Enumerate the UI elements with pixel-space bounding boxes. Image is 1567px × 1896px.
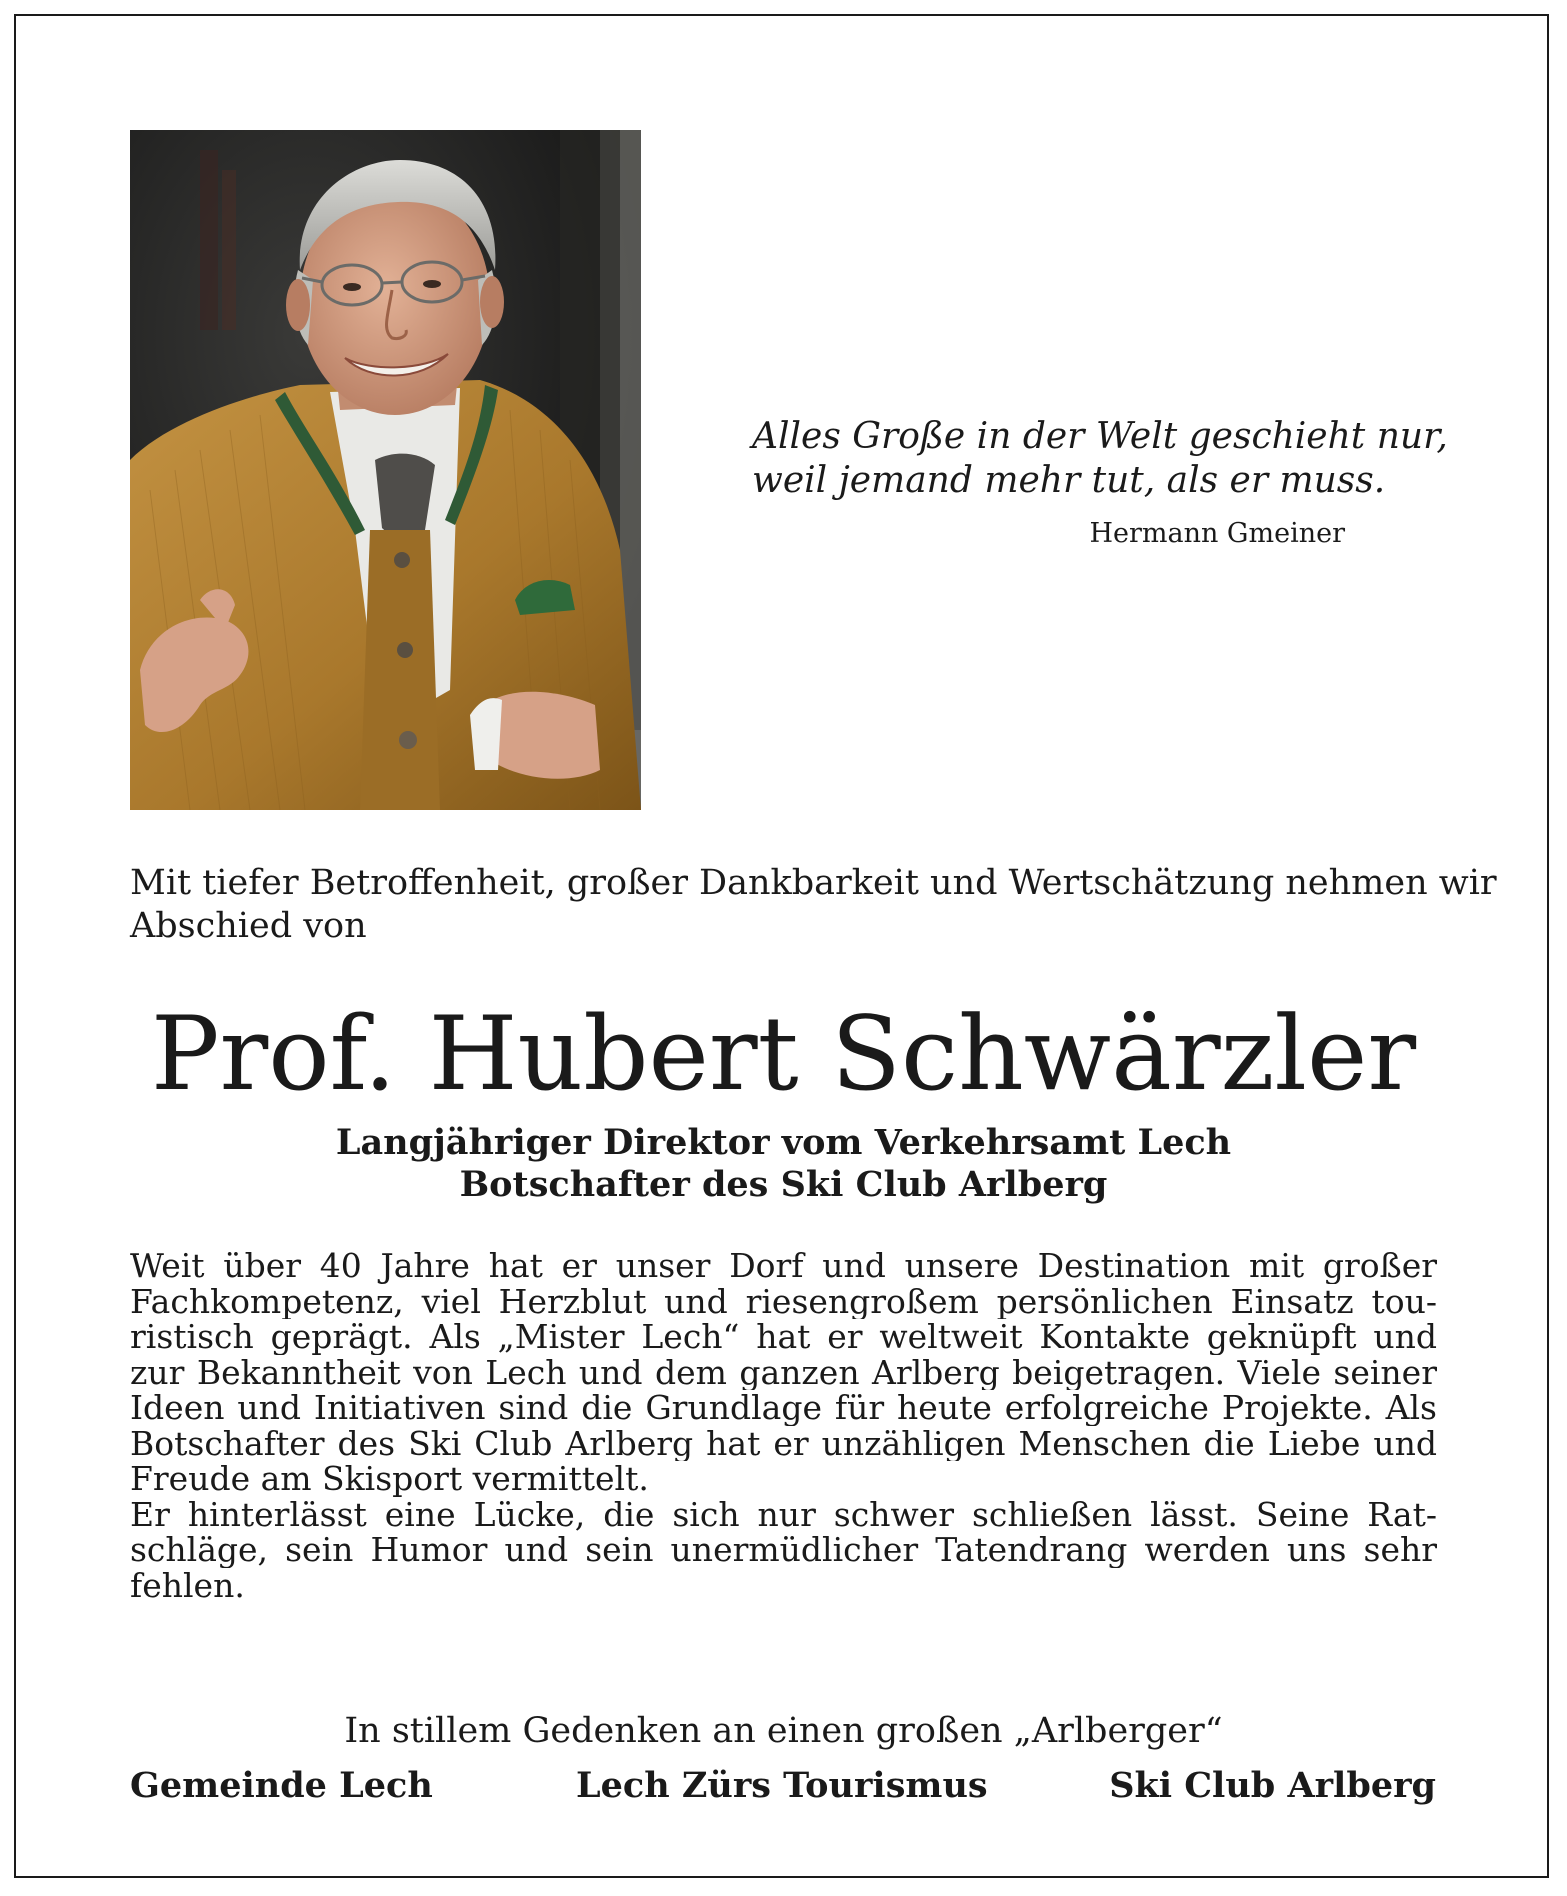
- subtitle-title: Botschafter des Ski Club Arlberg: [459, 1164, 1108, 1205]
- subtitle-title: Langjähriger Direktor vom Verkehrsamt Lech: [335, 1122, 1232, 1163]
- tribute-line: Freude am Skisport vermittelt.: [130, 1461, 649, 1497]
- signer-gemeinde-lech: Gemeinde Lech: [130, 1765, 433, 1806]
- tribute-line: Botschafter des Ski Club Arlberg hat er unzähligen Menschen die Liebe und: [130, 1425, 1437, 1461]
- tribute-line: fehlen.: [130, 1567, 245, 1603]
- intro-line: Abschied von: [130, 906, 367, 946]
- signers-row: [130, 1764, 1436, 1808]
- quote-author: Hermann Gmeiner: [1089, 518, 1345, 549]
- tribute-line: zur Bekanntheit von Lech und dem ganzen Arlberg beigetragen. Viele seiner: [130, 1354, 1437, 1390]
- quote: [752, 415, 1448, 503]
- signer-ski-club-arlberg: Ski Club Arlberg: [1109, 1765, 1436, 1806]
- tribute-line: Ideen und Initiativen sind die Grundlage für heute erfolgreiche Projekte. Als: [130, 1390, 1437, 1426]
- tribute-line: Fachkompetenz, viel Herzblut und riesengroßem persönlichen Einsatz tou-: [130, 1283, 1437, 1319]
- closing-line: In stillem Gedenken an einen großen „Arlberger“: [344, 1711, 1223, 1751]
- intro-line: Mit tiefer Betroffenheit, großer Dankbarkeit und Wertschätzung nehmen wir: [130, 863, 1497, 903]
- intro-text: [130, 862, 1497, 948]
- deceased-name: Prof. Hubert Schwärzler: [150, 995, 1417, 1114]
- tribute-line: ristisch geprägt. Als „Mister Lech“ hat er weltweit Kontakte geknüpft und: [130, 1319, 1437, 1355]
- tribute-text: [130, 1248, 1437, 1603]
- quote-line: Alles Große in der Welt geschieht nur,: [752, 416, 1448, 457]
- portrait-photo: [130, 130, 641, 810]
- tribute-line: Er hinterlässt eine Lücke, die sich nur schwer schließen lässt. Seine Rat-: [130, 1496, 1437, 1532]
- tribute-line: schläge, sein Humor und sein unermüdlicher Tatendrang werden uns sehr: [130, 1532, 1437, 1568]
- tribute-line: Weit über 40 Jahre hat er unser Dorf und unsere Destination mit großer: [130, 1248, 1437, 1284]
- signer-lech-zuers-tourismus: Lech Zürs Tourismus: [576, 1765, 988, 1806]
- quote-line: weil jemand mehr tut, als er muss.: [752, 460, 1386, 501]
- portrait-illustration: [130, 130, 641, 810]
